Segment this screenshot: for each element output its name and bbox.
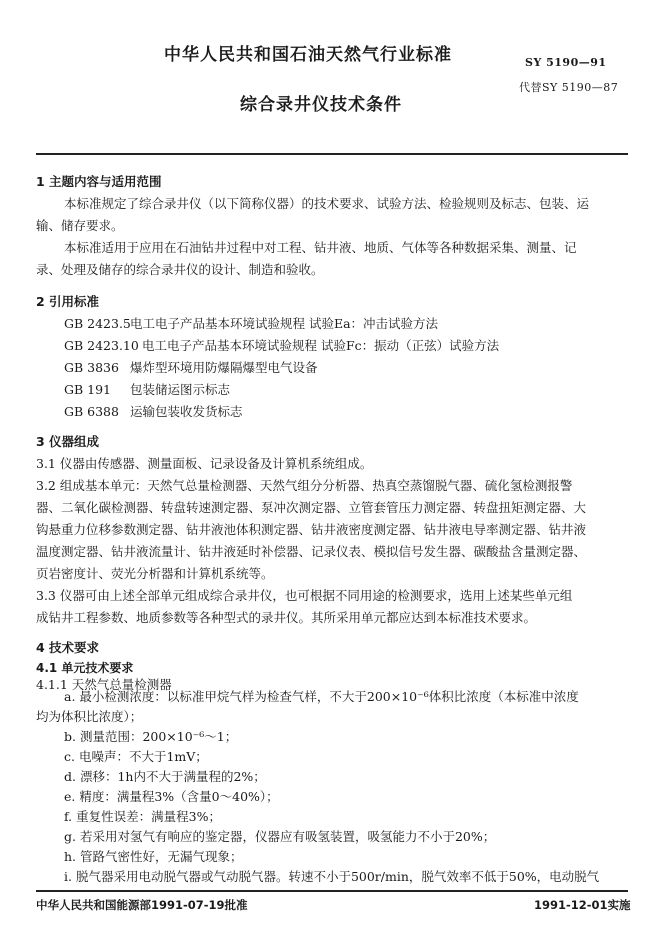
reference-item <box>64 401 243 423</box>
requirement-item: 均为体积比浓度）； <box>36 709 143 724</box>
reference-title: 包装储运图示标志 <box>130 382 231 397</box>
requirement-item: d. 漂移：1h内不大于满量程的2%； <box>64 769 266 784</box>
requirement-item: c. 电噪声：不大于1mV； <box>64 749 208 764</box>
sec3-clause-3-2-line5: 页岩密度计、荧光分析器和计算机系统等。 <box>36 566 274 581</box>
reference-code: GB 2423.10 <box>64 338 139 353</box>
reference-item <box>64 335 499 357</box>
reference-item <box>64 379 230 401</box>
requirement-item: b. 测量范围：200×10⁻⁶～1； <box>64 729 238 744</box>
requirement-item: e. 精度：满量程3%（含量0～40%）； <box>64 789 279 804</box>
header-divider <box>36 153 628 155</box>
sec1-para1-line1: 本标准规定了综合录井仪（以下简称仪器）的技术要求、试验方法、检验规则及标志、包装、运 <box>64 196 590 211</box>
reference-code: GB 3836 <box>64 360 119 375</box>
section-1-heading: 1 主题内容与适用范围 <box>36 174 162 189</box>
reference-title: 电工电子产品基本环境试验规程 试验Fc：振动（正弦）试验方法 <box>142 338 500 353</box>
clause-4-1-1: 4.1.1 天然气总量检测器 <box>36 677 172 692</box>
sec3-clause-3-1: 3.1 仪器由传感器、测量面板、记录设备及计算机系统组成。 <box>36 456 373 471</box>
replaces-standard: 代替SY 5190—87 <box>519 81 619 94</box>
requirement-item: g. 若采用对氢气有响应的鉴定器，仪器应有吸氢装置，吸氢能力不小于20%； <box>64 829 496 844</box>
section-3-heading: 3 仪器组成 <box>36 434 100 449</box>
sec1-para1-line2: 输、储存要求。 <box>36 218 124 233</box>
sec1-para2-line1: 本标准适用于应用在石油钻井过程中对工程、钻井液、地质、气体等各种数据采集、测量、记 <box>64 240 577 255</box>
effective-date: 1991-12-01实施 <box>534 898 631 912</box>
reference-title: 爆炸型环境用防爆隔爆型电气设备 <box>130 360 318 375</box>
reference-code: GB 191 <box>64 382 112 397</box>
org-title: 中华人民共和国石油天然气行业标准 <box>164 45 452 65</box>
standard-number: SY 5190—91 <box>525 56 607 69</box>
requirement-item: a. 最小检测浓度：以标准甲烷气样为检查气样，不大于200×10⁻⁶体积比浓度（本标准中浓度 <box>64 689 579 704</box>
sec3-clause-3-3-line2: 成钻井工程参数、地质参数等各种型式的录井仪。其所采用单元都应达到本标准技术要求。 <box>36 610 537 625</box>
sec3-clause-3-3-line1: 3.3 仪器可由上述全部单元组成综合录井仪，也可根据不同用途的检测要求，选用上述某些单元组 <box>36 588 573 603</box>
section-4-heading: 4 技术要求 <box>36 640 100 655</box>
reference-code: GB 2423.5 <box>64 316 131 331</box>
approval-date: 中华人民共和国能源部1991-07-19批准 <box>36 898 248 912</box>
clause-4-1: 4.1 单元技术要求 <box>36 661 134 675</box>
sec3-clause-3-2-line1: 3.2 组成基本单元：天然气总量检测器、天然气组分分析器、热真空蒸馏脱气器、硫化氢检测报警 <box>36 478 573 493</box>
section-2-heading: 2 引用标准 <box>36 294 100 309</box>
sec1-para2-line2: 录、处理及储存的综合录井仪的设计、制造和验收。 <box>36 262 324 277</box>
reference-code: GB 6388 <box>64 404 119 419</box>
document-title: 综合录井仪技术条件 <box>240 95 402 115</box>
reference-item <box>64 313 438 335</box>
requirement-item: i. 脱气器采用电动脱气器或气动脱气器。转速不小于500r/min，脱气效率不低于50%，电动脱气 <box>64 869 600 884</box>
sec3-clause-3-2-line2: 器、二氧化碳检测器、转盘转速测定器、泵冲次测定器、立管套管压力测定器、转盘扭矩测定器、大 <box>36 500 587 515</box>
reference-item <box>64 357 318 379</box>
reference-title: 运输包装收发货标志 <box>130 404 243 419</box>
requirement-item: h. 管路气密性好，无漏气现象； <box>64 849 243 864</box>
sec3-clause-3-2-line3: 钩悬重力位移参数测定器、钻井液池体积测定器、钻井液密度测定器、钻井液电导率测定器、钻井液 <box>36 522 587 537</box>
footer-divider <box>36 890 628 892</box>
requirement-item: f. 重复性误差：满量程3%； <box>64 809 221 824</box>
sec3-clause-3-2-line4: 温度测定器、钻井液流量计、钻井液延时补偿器、记录仪表、模拟信号发生器、碳酸盐含量测定器、 <box>36 544 587 559</box>
reference-title: 电工电子产品基本环境试验规程 试验Ea：冲击试验方法 <box>130 316 439 331</box>
